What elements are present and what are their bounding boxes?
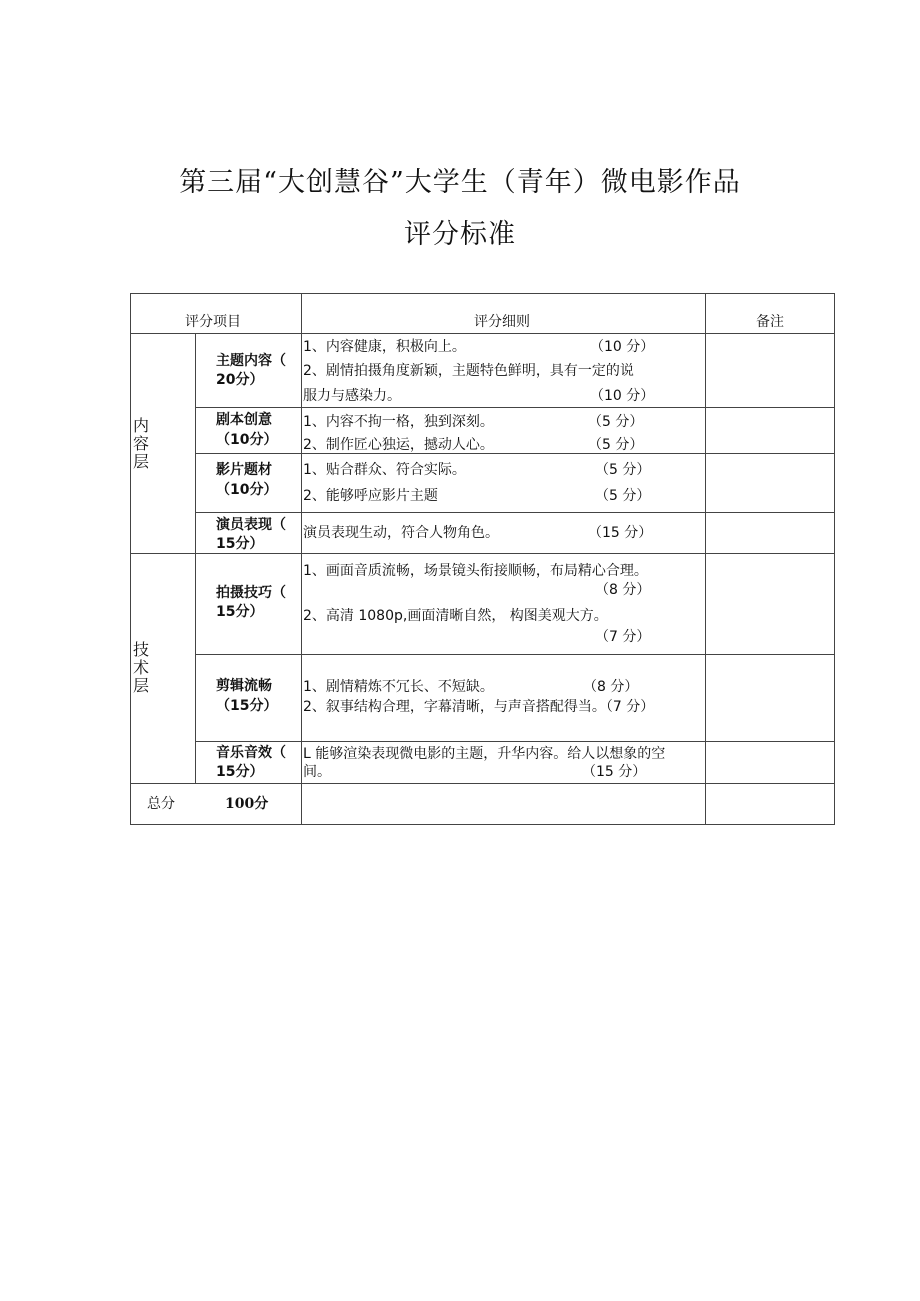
rule-line: 演员表现生动，符合人物角色。	[303, 525, 499, 541]
rule-score: （5 分）	[588, 437, 644, 453]
row-name: （10分）	[216, 432, 278, 448]
rule-line: 2、叙事结构合理，字幕清晰，与声音搭配得当。（7 分）	[303, 699, 655, 715]
rule-line: 服力与感染力。	[303, 388, 401, 404]
row-name: 剧本创意	[216, 412, 272, 428]
rule-score: （5 分）	[595, 462, 651, 478]
rule-score: （10 分）	[590, 388, 655, 404]
rule-line: 1、贴合群众、符合实际。	[303, 462, 466, 478]
row-name: 15分）	[216, 604, 264, 620]
row-name: 15分）	[216, 764, 264, 780]
rule-score: （15 分）	[588, 525, 653, 541]
rule-score: （8 分）	[595, 582, 651, 598]
rule-line: 2、能够呼应影片主题	[303, 488, 438, 504]
row-name: 15分）	[216, 536, 264, 552]
row-name: （10分）	[216, 482, 278, 498]
rule-line: 间。	[303, 764, 331, 780]
category-tech: 技术层	[133, 640, 150, 695]
header-item: 评分项目	[185, 314, 241, 330]
row-name: 剪辑流畅	[216, 678, 272, 694]
rule-score: （7 分）	[595, 629, 651, 645]
row-name: 影片题材	[216, 462, 272, 478]
rule-line: 2、高清 1080p,画面清晰自然， 构图美观大方。	[303, 608, 608, 624]
header-note: 备注	[756, 314, 784, 330]
rule-line: 2、制作匠心独运，撼动人心。	[303, 437, 494, 453]
row-name: 音乐音效（	[216, 745, 286, 761]
rule-line: 1、内容不拘一格，独到深刻。	[303, 414, 494, 430]
rule-line: 1、剧情精炼不冗长、不短缺。	[303, 679, 494, 695]
row-name: 演员表现（	[216, 517, 286, 533]
total-value: 100分	[225, 796, 269, 812]
row-name: 主题内容（	[216, 353, 286, 369]
rule-score: （5 分）	[588, 414, 644, 430]
row-name: 20分）	[216, 372, 264, 388]
rule-score: （15 分）	[582, 764, 647, 780]
header-rule: 评分细则	[474, 314, 530, 330]
rule-line: 1、画面音质流畅，场景镜头衔接顺畅，布局精心合理。	[303, 563, 648, 579]
total-label: 总分	[147, 796, 175, 812]
rule-line: L 能够渲染表现微电影的主题，升华内容。给人以想象的空	[303, 746, 666, 762]
rule-score: （5 分）	[595, 488, 651, 504]
document-title: 第三届“大创慧谷”大学生（青年）微电影作品	[179, 167, 741, 198]
row-name: 拍摄技巧（	[216, 585, 286, 601]
document-subtitle: 评分标准	[404, 219, 516, 250]
rule-score: （8 分）	[583, 679, 639, 695]
rule-line: 1、内容健康，积极向上。	[303, 339, 466, 355]
rule-line: 2、剧情拍摄角度新颖，主题特色鲜明，具有一定的说	[303, 363, 634, 379]
scoring-table	[130, 293, 835, 825]
row-name: （15分）	[216, 698, 278, 714]
rule-score: （10 分）	[590, 339, 655, 355]
category-content: 内容层	[133, 416, 150, 471]
